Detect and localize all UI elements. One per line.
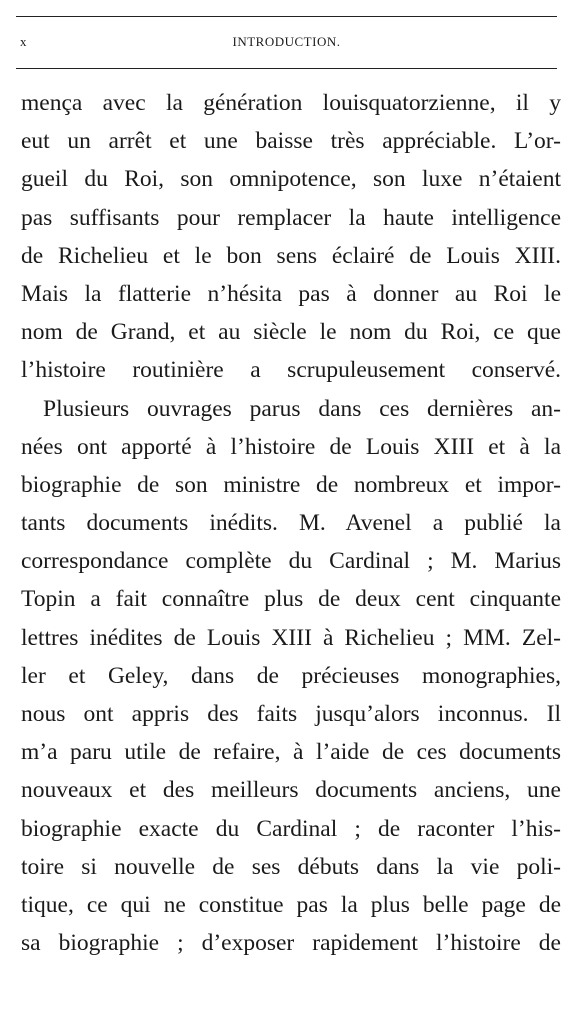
- text-line: mença avec la génération louisquatorzienne, il y: [21, 90, 561, 116]
- header-bottom-rule: [16, 68, 557, 69]
- text-line: biographie de son ministre de nombreux et impor-: [21, 471, 561, 498]
- text-line: Topin a fait connaître plus de deux cent cinquante: [21, 586, 561, 613]
- text-line: de Richelieu et le bon sens éclairé de Louis XIII.: [21, 242, 561, 269]
- text-line: sa biographie ; d’exposer rapidement l’histoire de: [21, 930, 561, 957]
- text-line: nous ont appris des faits jusqu’alors inconnus. Il: [21, 701, 561, 727]
- text-line: biographie exacte du Cardinal ; de raconter l’his-: [21, 815, 561, 842]
- text-line: m’a paru utile de refaire, à l’aide de ces documents: [21, 739, 561, 766]
- text-line: correspondance complète du Cardinal ; M. Marius: [21, 548, 561, 575]
- text-line: eut un arrêt et une baisse très appréciable. L’or-: [21, 128, 561, 155]
- text-line: ler et Geley, dans de précieuses monographies,: [21, 662, 561, 689]
- text-line: nées ont apporté à l’histoire de Louis XIII et à la: [21, 433, 561, 460]
- text-line: nouveaux et des meilleurs documents anciens, une: [21, 777, 561, 804]
- running-title: INTRODUCTION.: [232, 34, 341, 49]
- text-line: Mais la flatterie n’hésita pas à donner au Roi le: [21, 280, 561, 307]
- body-text: [21, 84, 561, 962]
- header-top-rule: [16, 16, 557, 17]
- text-line: toire si nouvelle de ses débuts dans la vie poli-: [21, 853, 561, 880]
- running-head: [16, 34, 557, 56]
- text-line: tique, ce qui ne constitue pas la plus belle page de: [21, 891, 561, 918]
- text-line: lettres inédites de Louis XIII à Richelieu ; MM. Zel-: [21, 624, 561, 651]
- text-line-paragraph-start: Plusieurs ouvrages parus dans ces dernières an-: [43, 395, 561, 422]
- text-line: tants documents inédits. M. Avenel a publié la: [21, 510, 561, 537]
- text-line: gueil du Roi, son omnipotence, son luxe n’étaient: [21, 166, 561, 193]
- text-line: nom de Grand, et au siècle le nom du Roi, ce que: [21, 319, 561, 346]
- page-number: x: [20, 34, 27, 49]
- text-line: l’histoire routinière a scrupuleusement conservé.: [21, 357, 561, 384]
- text-line: pas suffisants pour remplacer la haute intelligence: [21, 204, 561, 231]
